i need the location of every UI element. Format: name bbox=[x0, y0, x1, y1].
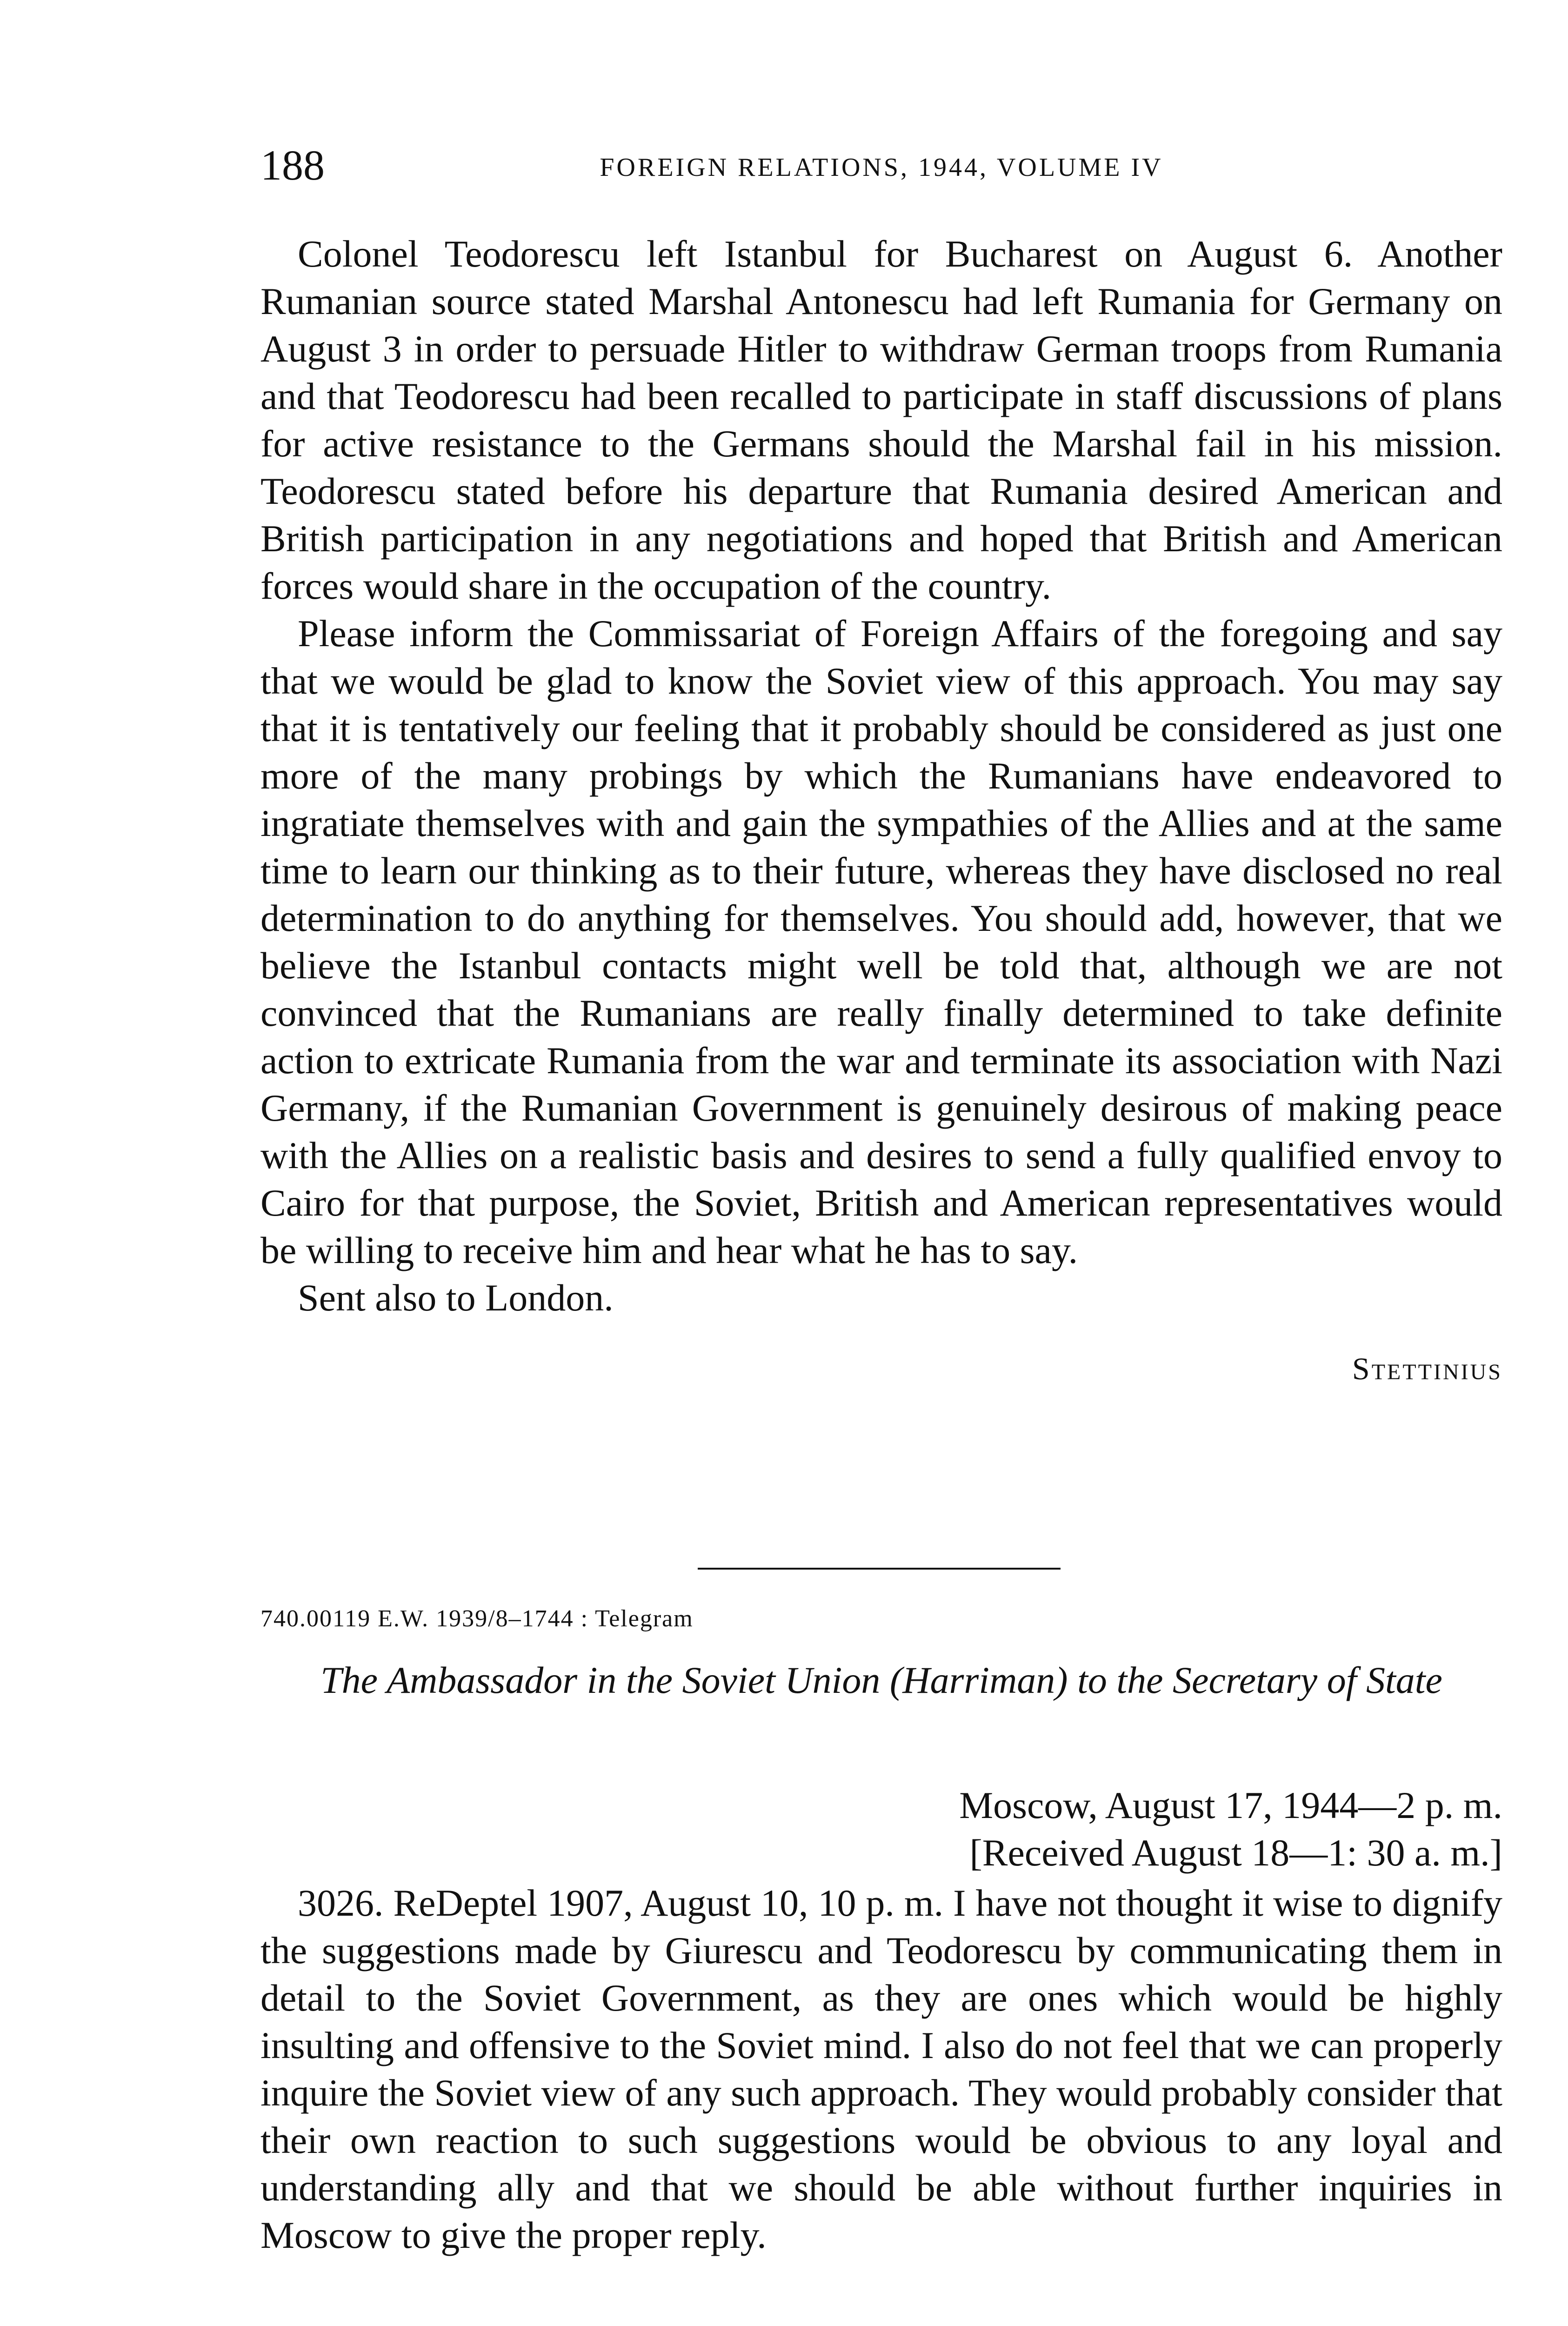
dateline bbox=[959, 1782, 1502, 1877]
continuation-block bbox=[260, 230, 1502, 1392]
dateline-received: [Received August 18—1: 30 a. m.] bbox=[969, 1831, 1502, 1874]
telegram-body bbox=[260, 1879, 1502, 2259]
paragraph: Please inform the Commissariat of Foreign Affairs of the foregoing and say that we would be glad to know the Soviet view of this approach. You may say that it is tentatively our feeling that it probably should be considered as just one more of the many probings by which the Rumanians have endeavored to ingratiate themselves with and gain the sympathies of the Allies and at the same time to learn our thinking as to their future, whereas they have disclosed no real determination to do anything for themselves. You should add, however, that we believe the Istanbul contacts might well be told that, although we are not convinced that the Rumanians are really finally determined to take definite action to extricate Rumania from the war and terminate its association with Nazi Germany, if the Rumanian Government is genuinely desirous of making peace with the Allies on a realistic basis and desires to send a fully qualified envoy to Cairo for that purpose, the Soviet, British and American representatives would be willing to receive him and hear what he has to say. bbox=[260, 612, 1502, 1271]
section-divider bbox=[698, 1568, 1061, 1570]
running-head: FOREIGN RELATIONS, 1944, VOLUME IV bbox=[600, 153, 1163, 182]
paragraph: Colonel Teodorescu left Istanbul for Bucharest on August 6. Another Rumanian source stated Marshal Antonescu had left Rumania for Germany on August 3 in order to persuade Hitler to withdraw German troops from Rumania and that Teodorescu had been recalled to participate in staff discussions of plans for active resistance to the Germans should the Marshal fail in his mission. Teodorescu stated before his departure that Rumania desired American and British participation in any negotiations and hoped that British and American forces would share in the occupation of the country. bbox=[260, 233, 1502, 607]
paragraph: 3026. ReDeptel 1907, August 10, 10 p. m. I have not thought it wise to dignify the suggestions made by Giurescu and Teodorescu by communicating them in detail to the Soviet Government, as they are ones which would be highly insulting and offensive to the Soviet mind. I also do not feel that we can properly inquire the Soviet view of any such approach. They would probably consider that their own reaction to such suggestions would be obvious to any loyal and understanding ally and that we should be able without further inquiries in Moscow to give the proper reply. bbox=[260, 1882, 1502, 2256]
signature: Stettinius bbox=[1352, 1351, 1502, 1386]
dateline-sent: Moscow, August 17, 1944—2 p. m. bbox=[959, 1784, 1502, 1826]
page-header bbox=[260, 140, 1502, 191]
paragraph: Sent also to London. bbox=[298, 1277, 614, 1319]
page-number: 188 bbox=[260, 141, 325, 189]
file-reference: 740.00119 E.W. 1939/8–1744 : Telegram bbox=[260, 1605, 694, 1632]
document-title: The Ambassador in the Soviet Union (Harriman) to the Secretary of State bbox=[320, 1659, 1442, 1701]
